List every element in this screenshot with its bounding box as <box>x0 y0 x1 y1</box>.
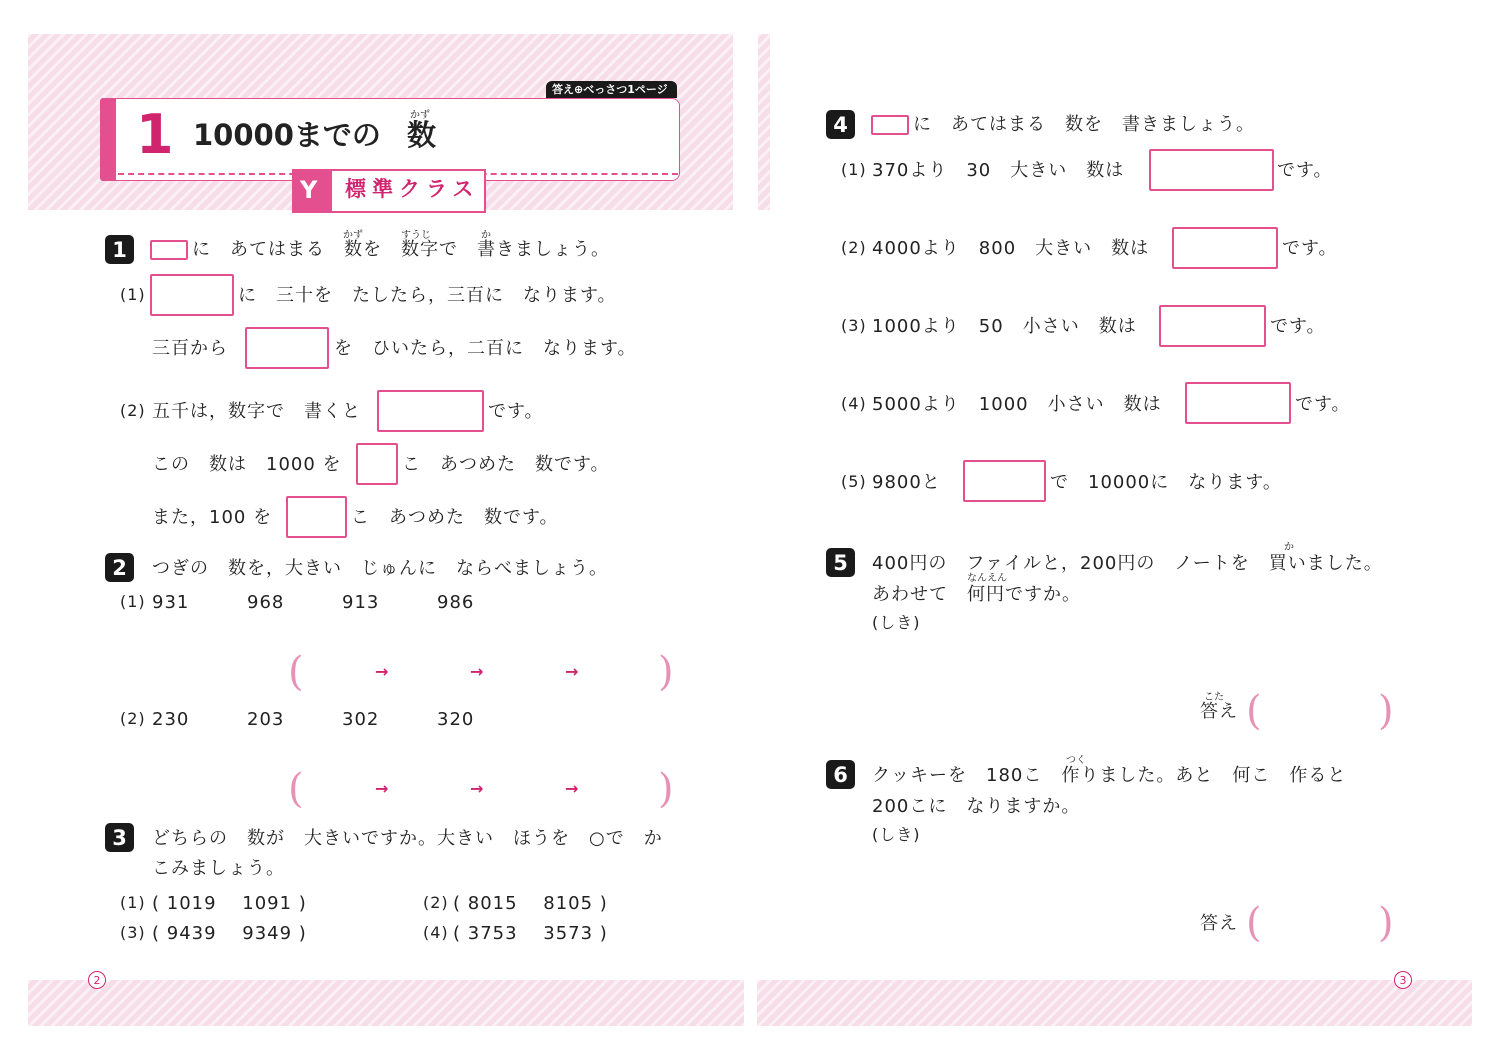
q1-part1-line1: に 三十を たしたら，三百に なります。 <box>238 285 617 306</box>
q2-part2-label: (2) <box>120 709 146 728</box>
q1-instruction: に あてはまる 数を 数字で 書きましょう。 <box>192 239 610 260</box>
q6-line2: 200こに なりますか。 <box>872 796 1081 817</box>
q4-part4-before: 5000より 1000 小さい 数は <box>872 394 1162 415</box>
q3-part4-label: (4) <box>423 923 449 942</box>
q1-part1-line2-after: を ひいたら，二百に なります。 <box>334 338 637 359</box>
q5-answer-field[interactable] <box>1262 694 1374 728</box>
blank-box-legend-1 <box>150 240 188 260</box>
page-title-kanji: 数 <box>407 118 438 152</box>
q3-instruction-line2: こみましょう。 <box>152 858 285 879</box>
q1-part2-line3-after: こ あつめた 数です。 <box>351 507 559 528</box>
q3-part2-text[interactable]: ( 8015 8105 ) <box>453 893 608 914</box>
q2-part2-value-3: 302 <box>342 709 380 730</box>
q2-part1-arrow-1: → <box>375 662 389 681</box>
q5-answer-paren-open: ( <box>1246 688 1262 734</box>
class-label: 標準クラス <box>345 177 480 201</box>
q4-part1-answer-box[interactable] <box>1149 149 1274 191</box>
footer-band-left <box>28 980 744 1026</box>
q4-part5-before: 9800と <box>872 472 941 493</box>
q1-ruby-3: か <box>481 230 491 241</box>
q1-part2-line1-after: です。 <box>488 401 544 422</box>
q2-part1-arrow-3: → <box>565 662 579 681</box>
q6-answer-label: 答え <box>1200 913 1238 934</box>
q2-part2-paren-close: ) <box>658 766 674 812</box>
q4-part3-answer-box[interactable] <box>1159 305 1266 347</box>
q1-ruby-1: かず <box>343 230 363 241</box>
q2-instruction: つぎの 数を，大きい じゅんに ならべましょう。 <box>152 558 608 579</box>
q3-part1-text[interactable]: ( 1019 1091 ) <box>152 893 307 914</box>
q1-part2-line2-before: この 数は 1000 を <box>152 454 342 475</box>
q4-part2-label: (2) <box>841 238 867 257</box>
q2-part1-value-2: 968 <box>247 592 285 613</box>
q4-part3-before: 1000より 50 小さい 数は <box>872 316 1137 337</box>
page-title: 10000までの <box>193 118 381 152</box>
page-number-left: 2 <box>88 971 106 989</box>
q4-part5-label: (5) <box>841 472 867 491</box>
q3-part1-label: (1) <box>120 893 146 912</box>
footer-band-right <box>757 980 1472 1026</box>
q6-ruby-1: つく <box>1066 755 1086 766</box>
q5-line2: あわせて 何円ですか。 <box>872 584 1081 605</box>
q4-part5-after: で 10000に なります。 <box>1050 472 1282 493</box>
q6-line1: クッキーを 180こ 作りました。あと 何こ 作ると <box>872 765 1347 786</box>
q4-part4-label: (4) <box>841 394 867 413</box>
header-band-right <box>758 34 770 210</box>
q4-part3-label: (3) <box>841 316 867 335</box>
q1-part2-answer-box-1[interactable] <box>377 390 484 432</box>
q1-part2-line1-before: 五千は，数字で 書くと <box>152 401 361 422</box>
q4-part2-after: です。 <box>1282 238 1338 259</box>
q2-part1-value-4: 986 <box>437 592 475 613</box>
q2-part1-paren-close: ) <box>658 649 674 695</box>
q5-answer-label: 答え <box>1200 701 1238 722</box>
q1-part1-answer-box-1[interactable] <box>150 274 234 316</box>
q2-part1-paren-open: ( <box>288 649 304 695</box>
q5-answer-ruby: こた <box>1204 692 1224 703</box>
q4-part1-after: です。 <box>1277 160 1333 181</box>
q2-part2-arrow-3: → <box>565 779 579 798</box>
q2-part2-value-4: 320 <box>437 709 475 730</box>
q6-answer-paren-open: ( <box>1246 900 1262 946</box>
q2-part2-arrow-1: → <box>375 779 389 798</box>
q2-part2-value-2: 203 <box>247 709 285 730</box>
q4-part5-answer-box[interactable] <box>963 460 1046 502</box>
q3-instruction-line1: どちらの 数が 大きいですか。大きい ほうを ○で か <box>152 828 663 849</box>
sprout-icon: Y <box>300 176 319 204</box>
q2-part1-arrow-2: → <box>470 662 484 681</box>
q4-part2-answer-box[interactable] <box>1172 227 1278 269</box>
q4-part1-before: 370より 30 大きい 数は <box>872 160 1125 181</box>
q5-work-label: (しき) <box>872 613 921 632</box>
question-6-number: 6 <box>826 760 855 789</box>
q6-answer-paren-close: ) <box>1378 900 1394 946</box>
q3-part3-label: (3) <box>120 923 146 942</box>
q5-line1: 400円の ファイルと，200円の ノートを 買いました。 <box>872 553 1383 574</box>
q1-part2-answer-box-3[interactable] <box>286 496 347 538</box>
q6-answer-field[interactable] <box>1262 906 1374 940</box>
question-1-number: 1 <box>105 235 134 264</box>
q1-part1-label: (1) <box>120 285 146 304</box>
q1-part2-label: (2) <box>120 401 146 420</box>
q5-answer-paren-close: ) <box>1378 688 1394 734</box>
title-ruby: かず <box>410 110 430 121</box>
question-5-number: 5 <box>826 548 855 577</box>
answer-ref-text: 答え⊕べっさつ1ページ <box>552 83 668 96</box>
q1-part2-answer-box-2[interactable] <box>356 443 398 485</box>
q5-ruby-2: なんえん <box>967 573 1007 584</box>
question-4-number: 4 <box>826 110 855 139</box>
q3-part4-text[interactable]: ( 3753 3573 ) <box>453 923 608 944</box>
q2-part2-value-1: 230 <box>152 709 190 730</box>
q2-part1-label: (1) <box>120 592 146 611</box>
q2-part1-value-1: 931 <box>152 592 190 613</box>
q2-part2-paren-open: ( <box>288 766 304 812</box>
question-2-number: 2 <box>105 553 134 582</box>
q4-part1-label: (1) <box>841 160 867 179</box>
page-number-right: 3 <box>1394 971 1412 989</box>
q5-ruby-1: か <box>1284 542 1294 553</box>
q2-part1-value-3: 913 <box>342 592 380 613</box>
q4-part4-after: です。 <box>1295 394 1351 415</box>
q1-part1-answer-box-2[interactable] <box>245 327 329 369</box>
q1-ruby-2: すうじ <box>401 230 431 241</box>
q3-part2-label: (2) <box>423 893 449 912</box>
blank-box-legend-4 <box>871 115 909 135</box>
question-3-number: 3 <box>105 823 134 852</box>
q4-instruction: に あてはまる 数を 書きましょう。 <box>913 114 1255 135</box>
q3-part3-text[interactable]: ( 9439 9349 ) <box>152 923 307 944</box>
q1-part1-line2-before: 三百から <box>152 338 228 359</box>
q2-part2-arrow-2: → <box>470 779 484 798</box>
q1-part2-line3-before: また，100 を <box>152 507 273 528</box>
q1-part2-line2-after: こ あつめた 数です。 <box>402 454 610 475</box>
q6-work-label: (しき) <box>872 825 921 844</box>
title-card-left-bar <box>100 98 116 181</box>
unit-number: 1 <box>136 103 174 166</box>
q4-part4-answer-box[interactable] <box>1185 382 1291 424</box>
q4-part3-after: です。 <box>1270 316 1326 337</box>
q4-part2-before: 4000より 800 大きい 数は <box>872 238 1150 259</box>
